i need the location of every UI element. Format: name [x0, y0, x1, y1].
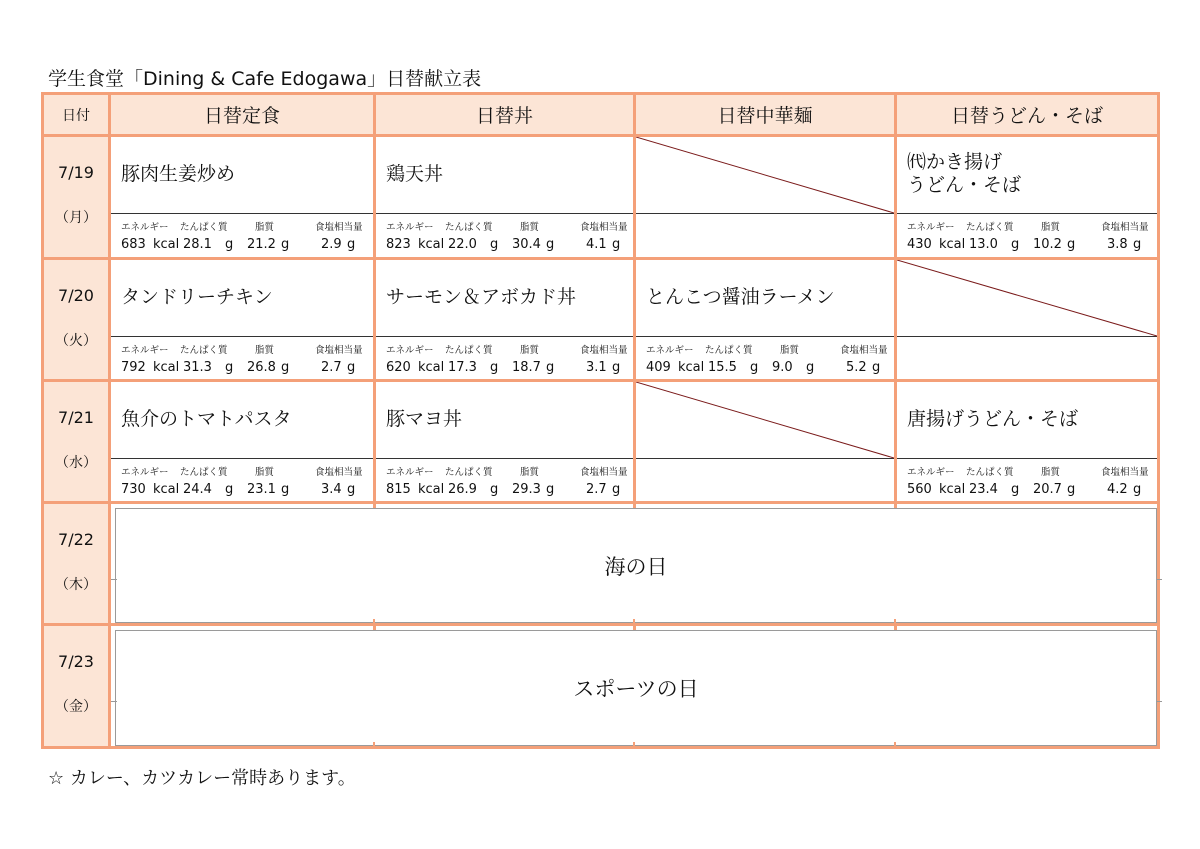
- nutrition-label: エネルギー: [121, 345, 169, 356]
- nutrition-value-energy: 815: [386, 482, 411, 497]
- divider-tick: [108, 742, 110, 747]
- nutrition-value-g: g: [546, 360, 555, 375]
- empty-slash: [636, 137, 894, 257]
- nutrition-value-kcal: kcal: [418, 237, 445, 252]
- header-udon-soba: 日替うどん・そば: [894, 92, 1160, 137]
- weekday-label: （水）: [55, 455, 97, 471]
- nutrition-value-protein: 31.3: [183, 360, 212, 375]
- nutrition-value-fat: 18.7: [512, 360, 541, 375]
- nutrition-label: エネルギー: [386, 222, 434, 233]
- separator-tick: [1156, 579, 1162, 580]
- diagonal-line: [636, 137, 894, 213]
- nutrition-value-protein: 26.9: [448, 482, 477, 497]
- weekday-label: （火）: [55, 333, 97, 349]
- nutrition-label: 脂質: [520, 222, 540, 233]
- meal-cell-chuka-men: [633, 379, 897, 504]
- nutrition-value-fat: 29.3: [512, 482, 541, 497]
- nutrition-label: 脂質: [520, 467, 540, 478]
- nutrition-separator: [897, 458, 1157, 459]
- separator-tick: [111, 579, 117, 580]
- dish-name: 豚マヨ丼: [386, 408, 463, 430]
- dish-name: サーモン＆アボカド丼: [386, 286, 577, 308]
- nutrition-label: エネルギー: [646, 345, 694, 356]
- nutrition-value-salt: 2.7: [321, 360, 342, 375]
- nutrition-value-kcal: kcal: [418, 360, 445, 375]
- dish-name-line1: ㈹かき揚げ: [907, 151, 1003, 173]
- nutrition-value-fat: 23.1: [247, 482, 276, 497]
- nutrition-label: たんぱく質: [966, 467, 1014, 478]
- meal-cell-udon-soba: [894, 379, 1160, 504]
- divider-tick: [373, 742, 375, 747]
- nutrition-label: たんぱく質: [705, 345, 753, 356]
- dish-name: タンドリーチキン: [121, 286, 273, 308]
- diagonal-line: [636, 382, 894, 458]
- dish-name: 唐揚げうどん・そば: [907, 408, 1079, 430]
- date-cell: [41, 623, 111, 749]
- nutrition-label: 食塩相当量: [315, 222, 363, 233]
- nutrition-value-g: g: [1067, 237, 1076, 252]
- nutrition-separator: [376, 336, 633, 337]
- divider-tick: [633, 742, 635, 747]
- footnote: ☆ カレー、カツカレー常時あります。: [48, 768, 356, 789]
- meal-cell-udon-soba: [894, 134, 1160, 260]
- meal-cell-teishoku: [108, 379, 376, 504]
- nutrition-value-g: g: [750, 360, 759, 375]
- nutrition-value-protein: 17.3: [448, 360, 477, 375]
- nutrition-label: たんぱく質: [445, 345, 493, 356]
- nutrition-value-g: g: [1067, 482, 1076, 497]
- nutrition-value-g: g: [546, 237, 555, 252]
- nutrition-value-g: g: [490, 482, 499, 497]
- nutrition-label: たんぱく質: [445, 467, 493, 478]
- nutrition-label: 脂質: [255, 345, 275, 356]
- date-label: 7/22: [58, 530, 94, 549]
- date-label: 7/21: [58, 408, 94, 427]
- nutrition-value-kcal: kcal: [939, 237, 966, 252]
- nutrition-value-protein: 22.0: [448, 237, 477, 252]
- date-cell: [41, 134, 111, 260]
- nutrition-label: たんぱく質: [180, 222, 228, 233]
- separator-tick: [1156, 701, 1162, 702]
- nutrition-value-kcal: kcal: [153, 237, 180, 252]
- nutrition-label: 食塩相当量: [315, 467, 363, 478]
- nutrition-value-g: g: [1133, 482, 1142, 497]
- nutrition-value-g: g: [347, 237, 356, 252]
- nutrition-value-energy: 430: [907, 237, 932, 252]
- nutrition-value-energy: 620: [386, 360, 411, 375]
- nutrition-value-salt: 4.1: [586, 237, 607, 252]
- diagonal-line: [897, 260, 1157, 336]
- nutrition-value-g: g: [490, 237, 499, 252]
- date-label: 7/23: [58, 652, 94, 671]
- nutrition-value-energy: 560: [907, 482, 932, 497]
- nutrition-value-protein: 28.1: [183, 237, 212, 252]
- nutrition-value-g: g: [612, 237, 621, 252]
- dish-name: 鶏天丼: [386, 163, 444, 185]
- nutrition-label: 食塩相当量: [580, 345, 628, 356]
- nutrition-label: 食塩相当量: [1101, 222, 1149, 233]
- date-cell: [41, 379, 111, 504]
- nutrition-value-g: g: [347, 482, 356, 497]
- holiday-banner: 海の日: [115, 508, 1157, 623]
- nutrition-value-fat: 10.2: [1033, 237, 1062, 252]
- nutrition-value-g: g: [347, 360, 356, 375]
- nutrition-value-energy: 683: [121, 237, 146, 252]
- nutrition-value-protein: 13.0: [969, 237, 998, 252]
- nutrition-value-fat: 21.2: [247, 237, 276, 252]
- divider-tick: [894, 742, 896, 747]
- header-chuka-men: 日替中華麺: [633, 92, 897, 137]
- nutrition-value-kcal: kcal: [418, 482, 445, 497]
- nutrition-label: エネルギー: [386, 345, 434, 356]
- nutrition-value-g: g: [281, 360, 290, 375]
- nutrition-value-kcal: kcal: [153, 360, 180, 375]
- nutrition-label: エネルギー: [907, 467, 955, 478]
- date-cell: [41, 257, 111, 382]
- nutrition-label: 食塩相当量: [580, 222, 628, 233]
- nutrition-value-g: g: [490, 360, 499, 375]
- nutrition-value-protein: 23.4: [969, 482, 998, 497]
- nutrition-separator: [636, 336, 894, 337]
- menu-table: [41, 92, 1157, 746]
- header-date-column: 日付: [41, 92, 111, 137]
- nutrition-label: エネルギー: [907, 222, 955, 233]
- nutrition-label: 食塩相当量: [580, 467, 628, 478]
- nutrition-label: 食塩相当量: [1101, 467, 1149, 478]
- dish-name: 豚肉生姜炒め: [121, 163, 236, 185]
- weekday-label: （月）: [55, 210, 97, 226]
- empty-slash: [636, 382, 894, 501]
- nutrition-value-g: g: [281, 482, 290, 497]
- nutrition-label: 脂質: [255, 222, 275, 233]
- nutrition-label: 脂質: [1041, 467, 1061, 478]
- date-cell: [41, 501, 111, 626]
- nutrition-label: 脂質: [780, 345, 800, 356]
- meal-cell-teishoku: [108, 257, 376, 382]
- nutrition-value-salt: 4.2: [1107, 482, 1128, 497]
- nutrition-value-energy: 730: [121, 482, 146, 497]
- nutrition-label: 食塩相当量: [315, 345, 363, 356]
- nutrition-value-fat: 20.7: [1033, 482, 1062, 497]
- nutrition-value-energy: 823: [386, 237, 411, 252]
- nutrition-value-energy: 409: [646, 360, 671, 375]
- nutrition-label: エネルギー: [121, 467, 169, 478]
- nutrition-label: たんぱく質: [966, 222, 1014, 233]
- nutrition-value-fat: 30.4: [512, 237, 541, 252]
- nutrition-label: 食塩相当量: [840, 345, 888, 356]
- meal-cell-teishoku: [108, 134, 376, 260]
- nutrition-value-g: g: [281, 237, 290, 252]
- nutrition-value-salt: 5.2: [846, 360, 867, 375]
- header-teishoku: 日替定食: [108, 92, 376, 137]
- nutrition-value-kcal: kcal: [939, 482, 966, 497]
- nutrition-value-kcal: kcal: [678, 360, 705, 375]
- page-title: 学生食堂「Dining & Cafe Edogawa」日替献立表: [48, 68, 482, 90]
- nutrition-label: たんぱく質: [445, 222, 493, 233]
- nutrition-label: 脂質: [255, 467, 275, 478]
- nutrition-label: たんぱく質: [180, 467, 228, 478]
- nutrition-separator: [897, 213, 1157, 214]
- nutrition-value-g: g: [612, 360, 621, 375]
- date-label: 7/20: [58, 286, 94, 305]
- nutrition-label: 脂質: [1041, 222, 1061, 233]
- weekday-label: （木）: [55, 577, 97, 593]
- dish-name-line2: うどん・そば: [907, 174, 1022, 196]
- header-donburi: 日替丼: [373, 92, 636, 137]
- nutrition-value-fat: 9.0: [772, 360, 793, 375]
- nutrition-separator: [111, 458, 373, 459]
- nutrition-value-g: g: [225, 237, 234, 252]
- nutrition-value-salt: 3.1: [586, 360, 607, 375]
- dish-name: とんこつ醤油ラーメン: [646, 286, 835, 308]
- meal-cell-chuka-men: [633, 134, 897, 260]
- nutrition-label: エネルギー: [386, 467, 434, 478]
- nutrition-value-kcal: kcal: [153, 482, 180, 497]
- nutrition-value-g: g: [872, 360, 881, 375]
- meal-cell-chuka-men: [633, 257, 897, 382]
- nutrition-value-salt: 3.8: [1107, 237, 1128, 252]
- meal-cell-donburi: [373, 134, 636, 260]
- nutrition-value-g: g: [1011, 482, 1020, 497]
- nutrition-value-salt: 3.4: [321, 482, 342, 497]
- nutrition-value-g: g: [1011, 237, 1020, 252]
- meal-cell-donburi: [373, 257, 636, 382]
- separator-tick: [111, 701, 117, 702]
- empty-slash: [897, 260, 1157, 379]
- nutrition-separator: [376, 458, 633, 459]
- nutrition-label: たんぱく質: [180, 345, 228, 356]
- meal-cell-udon-soba: [894, 257, 1160, 382]
- nutrition-separator: [376, 213, 633, 214]
- nutrition-value-g: g: [546, 482, 555, 497]
- nutrition-value-g: g: [806, 360, 815, 375]
- weekday-label: （金）: [55, 699, 97, 715]
- nutrition-value-g: g: [612, 482, 621, 497]
- meal-cell-donburi: [373, 379, 636, 504]
- nutrition-label: 脂質: [520, 345, 540, 356]
- nutrition-separator: [111, 336, 373, 337]
- date-label: 7/19: [58, 163, 94, 182]
- nutrition-value-g: g: [225, 360, 234, 375]
- nutrition-value-protein: 15.5: [708, 360, 737, 375]
- nutrition-value-g: g: [1133, 237, 1142, 252]
- nutrition-separator: [111, 213, 373, 214]
- nutrition-label: エネルギー: [121, 222, 169, 233]
- nutrition-value-salt: 2.9: [321, 237, 342, 252]
- dish-name: 魚介のトマトパスタ: [121, 408, 292, 430]
- nutrition-value-g: g: [225, 482, 234, 497]
- nutrition-value-protein: 24.4: [183, 482, 212, 497]
- holiday-banner: スポーツの日: [115, 630, 1157, 746]
- nutrition-value-salt: 2.7: [586, 482, 607, 497]
- nutrition-value-energy: 792: [121, 360, 146, 375]
- nutrition-value-fat: 26.8: [247, 360, 276, 375]
